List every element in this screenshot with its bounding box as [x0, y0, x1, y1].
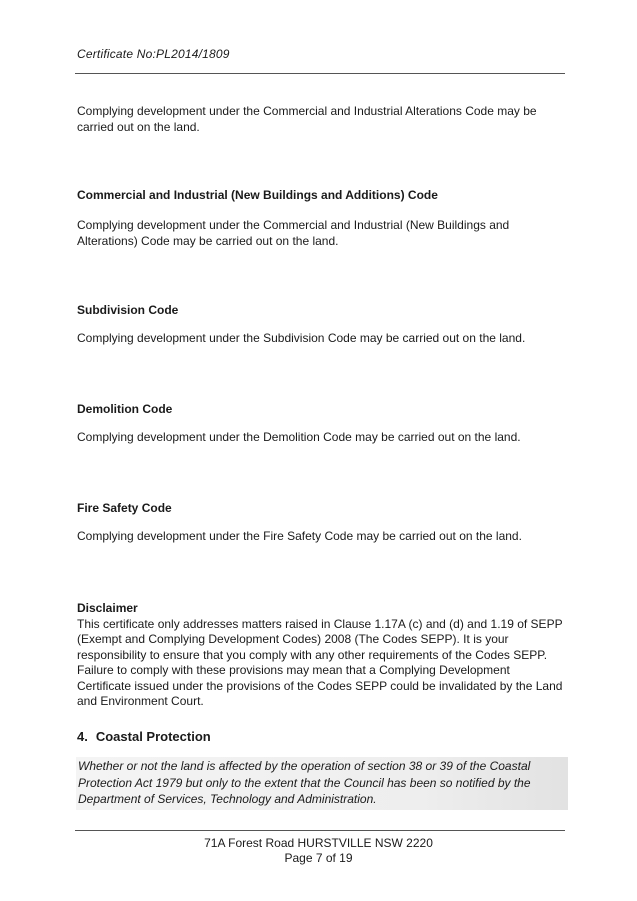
disclaimer-text: This certificate only addresses matters raised in Clause 1.17A (c) and (d) and 1.19 of SEPP (Exempt and Complying Development Codes) 2008 (The Codes SEPP). It is your responsibility to ensure that you comply with any other requirements of the Codes SEPP. Failure to comply with these provisions may mean that a Complying Development Certificate issued under the provisions of the Codes SEPP could be invalidated by the Land and Environment Court. — [77, 616, 563, 708]
footer-address: 71A Forest Road HURSTVILLE NSW 2220 — [204, 836, 433, 850]
footer-divider — [75, 830, 565, 831]
disclaimer-block — [77, 601, 567, 710]
certificate-number: Certificate No:PL2014/1809 — [77, 47, 230, 61]
header-divider — [75, 73, 565, 74]
coastal-protection-text: Whether or not the land is affected by the operation of section 38 or 39 of the Coastal Protection Act 1979 but only to the extent that the Council has been so notified by the Department of Services, Technology and Administration. — [76, 757, 568, 810]
section-title: Coastal Protection — [95, 729, 211, 744]
coastal-protection-heading — [77, 729, 211, 744]
new-buildings-code-heading: Commercial and Industrial (New Buildings and Additions) Code — [77, 188, 438, 202]
disclaimer-heading: Disclaimer — [77, 601, 138, 615]
page-number: Page 7 of 19 — [284, 851, 353, 865]
fire-safety-code-heading: Fire Safety Code — [77, 501, 172, 515]
fire-safety-code-text: Complying development under the Fire Safety Code may be carried out on the land. — [77, 529, 522, 543]
alterations-code-text: Complying development under the Commercial and Industrial Alterations Code may be carried out on the land. — [77, 104, 537, 134]
subdivision-code-heading: Subdivision Code — [77, 303, 179, 317]
demolition-code-heading: Demolition Code — [77, 402, 173, 416]
section-number: 4. — [77, 729, 88, 744]
subdivision-code-text: Complying development under the Subdivision Code may be carried out on the land. — [77, 331, 526, 345]
demolition-code-text: Complying development under the Demolition Code may be carried out on the land. — [77, 430, 521, 444]
new-buildings-code-text: Complying development under the Commercial and Industrial (New Buildings and Alterations) Code may be carried out on the land. — [77, 218, 510, 248]
